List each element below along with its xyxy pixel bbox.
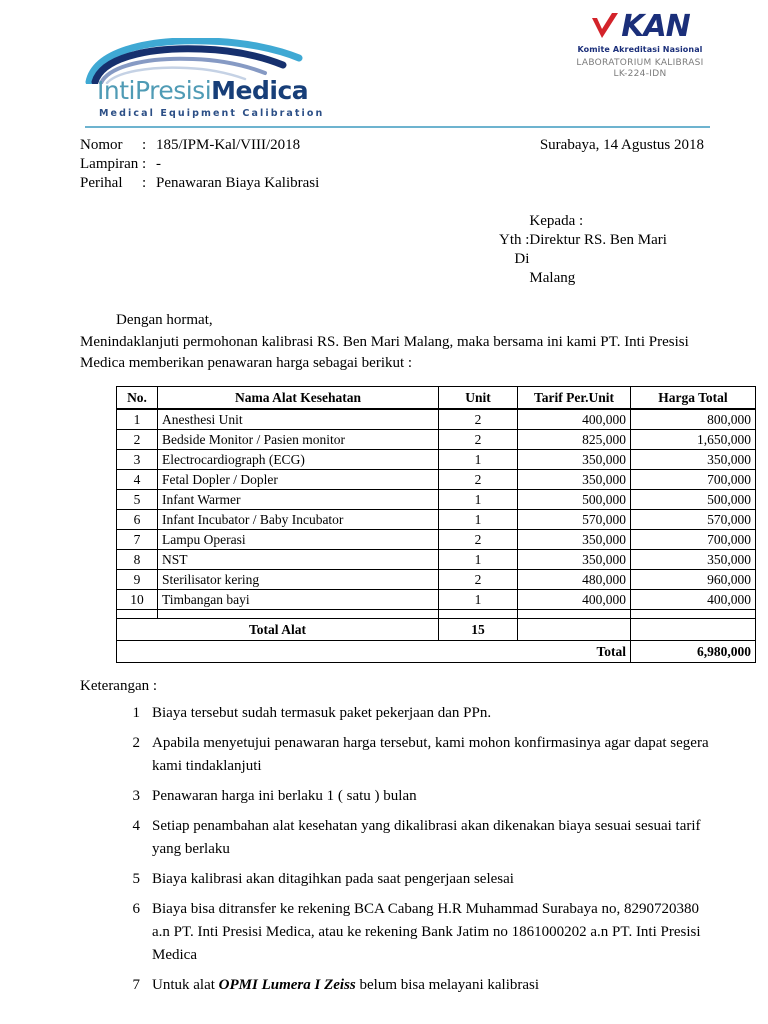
document-content	[80, 0, 751, 1004]
table-row	[117, 450, 756, 470]
cell-unit: 1	[439, 450, 518, 470]
note-text: Biaya kalibrasi akan ditagihkan pada saat pengerjaan selesai	[152, 871, 514, 887]
cell-tarif: 400,000	[518, 409, 631, 430]
meta-value-perihal: Penawaran Biaya Kalibrasi	[156, 175, 320, 191]
logo-tagline: Medical Equipment Calibration	[99, 108, 325, 119]
kan-subtitle: Komite Akreditasi Nasional	[577, 45, 703, 54]
cell-total: 1,650,000	[631, 430, 756, 450]
cell-tarif: 570,000	[518, 510, 631, 530]
list-item	[80, 898, 712, 967]
recipient-row-city	[499, 269, 667, 288]
cell-name: Electrocardiograph (ECG)	[158, 450, 439, 470]
cell-name: NST	[158, 550, 439, 570]
header-divider	[85, 126, 710, 128]
cell-total: 800,000	[631, 409, 756, 430]
cell-name: Infant Warmer	[158, 490, 439, 510]
recipient-di-label: Di	[514, 251, 530, 267]
cell-name: Anesthesi Unit	[158, 409, 439, 430]
note-text-emphasis: OPMI Lumera I Zeiss	[218, 977, 356, 993]
cell-no: 2	[117, 430, 158, 450]
meta-colon: :	[142, 175, 147, 191]
meta-table	[80, 136, 319, 193]
list-item	[80, 702, 712, 725]
kan-letters: KAN	[621, 9, 690, 44]
greeting-text: Dengan hormat,	[116, 312, 213, 328]
kan-accreditation-logo	[570, 10, 710, 79]
note-number: 7	[132, 977, 140, 993]
header-no: No.	[117, 387, 158, 410]
table-spacer-row	[117, 610, 756, 619]
note-text: Biaya tersebut sudah termasuk paket pekerjaan dan PPn.	[152, 705, 492, 721]
recipient-kepada-label: Kepada :	[529, 213, 584, 229]
meta-label: Lampiran	[80, 156, 139, 172]
note-number: 1	[132, 705, 140, 721]
note-number: 3	[132, 788, 140, 804]
cell-tarif: 350,000	[518, 530, 631, 550]
table-row	[117, 430, 756, 450]
spacer-cell	[439, 610, 518, 619]
cell-tarif: 350,000	[518, 550, 631, 570]
list-item	[80, 785, 712, 808]
cell-unit: 2	[439, 470, 518, 490]
kan-mark	[570, 10, 710, 44]
notes-list	[80, 702, 712, 997]
table-row	[117, 490, 756, 510]
table-header-row	[117, 387, 756, 410]
price-table-wrapper	[116, 386, 751, 663]
note-number: 5	[132, 871, 140, 887]
price-table-head	[117, 387, 756, 410]
note-text-prefix: Untuk alat	[152, 977, 219, 993]
price-table-body	[117, 409, 756, 663]
total-alat-tarif-empty	[518, 619, 631, 641]
cell-unit: 1	[439, 590, 518, 610]
cell-unit: 1	[439, 510, 518, 530]
note-text-suffix: belum bisa melayani kalibrasi	[355, 977, 540, 993]
recipient-spacer	[499, 212, 529, 231]
header-total: Harga Total	[631, 387, 756, 410]
kan-code: LK-224-IDN	[613, 69, 667, 79]
recipient-table	[499, 212, 667, 288]
cell-tarif: 400,000	[518, 590, 631, 610]
cell-unit: 1	[439, 490, 518, 510]
meta-colon: :	[142, 156, 147, 172]
total-alat-total-empty	[631, 619, 756, 641]
meta-value-lampiran: -	[156, 156, 161, 172]
note-text: Biaya bisa ditransfer ke rekening BCA Cabang H.R Muhammad Surabaya no, 8290720380 a.n PT. Inti Presisi Medica, atau ke rekening Bank Jatim no 1861000202 a.n PT. Inti Presisi Medica	[152, 901, 701, 963]
cell-name: Fetal Dopler / Dopler	[158, 470, 439, 490]
table-row	[117, 409, 756, 430]
grand-total-row	[117, 641, 756, 663]
cell-tarif: 500,000	[518, 490, 631, 510]
recipient-di-spacer	[529, 250, 666, 269]
meta-label: Perihal	[80, 175, 123, 191]
kan-checkmark-icon	[590, 12, 620, 42]
price-table	[116, 386, 756, 663]
meta-label: Nomor	[80, 137, 123, 153]
note-number: 4	[132, 818, 140, 834]
table-row	[117, 570, 756, 590]
grand-total-value: 6,980,000	[631, 641, 756, 663]
cell-name: Bedside Monitor / Pasien monitor	[158, 430, 439, 450]
letterhead	[80, 0, 712, 128]
table-row	[117, 510, 756, 530]
cell-tarif: 350,000	[518, 450, 631, 470]
cell-no: 5	[117, 490, 158, 510]
total-alat-unit: 15	[439, 619, 518, 641]
cell-total: 960,000	[631, 570, 756, 590]
cell-tarif: 480,000	[518, 570, 631, 590]
cell-total: 570,000	[631, 510, 756, 530]
recipient-row-yth	[499, 231, 667, 250]
intro-paragraph: Menindaklanjuti permohonan kalibrasi RS. Ben Mari Malang, maka bersama ini kami PT. Inti Presisi Medica memberikan penawaran harga sebagai berikut :	[80, 334, 689, 371]
cell-total: 700,000	[631, 530, 756, 550]
header-tarif: Tarif Per.Unit	[518, 387, 631, 410]
header-unit: Unit	[439, 387, 518, 410]
recipient-row-kepada	[499, 212, 667, 231]
meta-row	[80, 155, 319, 174]
note-text: Apabila menyetujui penawaran harga tersebut, kami mohon konfirmasinya agar dapat segera kami tindaklanjuti	[152, 735, 709, 774]
spacer-cell	[518, 610, 631, 619]
cell-total: 350,000	[631, 550, 756, 570]
note-number: 6	[132, 901, 140, 917]
list-item	[80, 732, 712, 778]
cell-no: 9	[117, 570, 158, 590]
cell-no: 8	[117, 550, 158, 570]
table-row	[117, 470, 756, 490]
meta-colon: :	[142, 137, 147, 153]
recipient-city-value: Malang	[529, 270, 576, 286]
cell-unit: 2	[439, 570, 518, 590]
table-row	[117, 530, 756, 550]
cell-name: Timbangan bayi	[158, 590, 439, 610]
cell-name: Lampu Operasi	[158, 530, 439, 550]
notes-title: Keterangan :	[80, 678, 158, 694]
logo-wordmark-dark: Medica	[211, 76, 309, 105]
header-name: Nama Alat Kesehatan	[158, 387, 439, 410]
list-item	[80, 974, 712, 997]
total-alat-row	[117, 619, 756, 641]
note-text: Penawaran harga ini berlaku 1 ( satu ) bulan	[152, 788, 417, 804]
recipient-block	[499, 212, 712, 288]
logo-wordmark-light: IntiPresisi	[97, 76, 212, 105]
cell-name: Sterilisator kering	[158, 570, 439, 590]
cell-total: 350,000	[631, 450, 756, 470]
recipient-yth-label: Yth :	[499, 232, 530, 248]
cell-no: 4	[117, 470, 158, 490]
cell-no: 1	[117, 409, 158, 430]
recipient-row-di	[499, 250, 667, 269]
place-and-date: Surabaya, 14 Agustus 2018	[539, 137, 704, 153]
list-item	[80, 815, 712, 861]
cell-total: 500,000	[631, 490, 756, 510]
grand-total-label: Total	[117, 641, 631, 663]
letter-meta	[80, 136, 712, 193]
note-number: 2	[132, 735, 140, 751]
table-row	[117, 550, 756, 570]
cell-total: 700,000	[631, 470, 756, 490]
meta-value-nomor: 185/IPM-Kal/VIII/2018	[156, 137, 301, 153]
company-logo	[85, 38, 395, 128]
list-item	[80, 868, 712, 891]
cell-total: 400,000	[631, 590, 756, 610]
cell-no: 7	[117, 530, 158, 550]
cell-unit: 2	[439, 409, 518, 430]
cell-name: Infant Incubator / Baby Incubator	[158, 510, 439, 530]
note-text: Setiap penambahan alat kesehatan yang dikalibrasi akan dikenakan biaya sesuai sesuai tarif yang berlaku	[152, 818, 701, 857]
spacer-cell	[631, 610, 756, 619]
cell-tarif: 825,000	[518, 430, 631, 450]
kan-laboratory-label: LABORATORIUM KALIBRASI	[576, 58, 704, 68]
spacer-cell	[158, 610, 439, 619]
cell-no: 10	[117, 590, 158, 610]
cell-tarif: 350,000	[518, 470, 631, 490]
logo-wordmark	[97, 78, 308, 103]
recipient-city-spacer	[499, 269, 529, 288]
cell-unit: 1	[439, 550, 518, 570]
recipient-yth-value: Direktur RS. Ben Mari	[529, 232, 667, 248]
cell-no: 3	[117, 450, 158, 470]
meta-row	[80, 174, 319, 193]
cell-unit: 2	[439, 430, 518, 450]
cell-unit: 2	[439, 530, 518, 550]
meta-row	[80, 136, 319, 155]
total-alat-label: Total Alat	[117, 619, 439, 641]
table-row	[117, 590, 756, 610]
cell-no: 6	[117, 510, 158, 530]
spacer-cell	[117, 610, 158, 619]
